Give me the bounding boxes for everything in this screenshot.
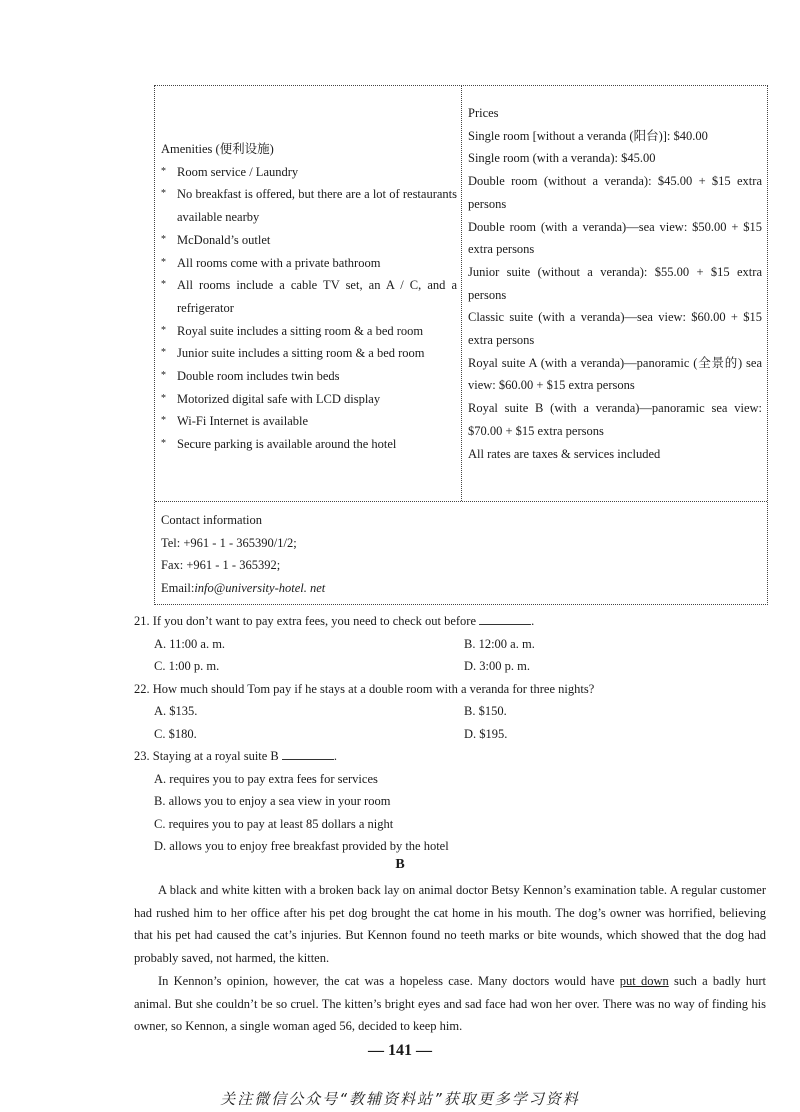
answer-blank (282, 747, 334, 760)
amenity-item: * Wi-Fi Internet is available (161, 414, 309, 429)
contact-fax: Fax: +961 - 1 - 365392; (161, 558, 281, 573)
amenity-item: * Junior suite includes a sitting room & a bed room (161, 346, 425, 361)
amenity-item: * All rooms include a cable TV set, an A / C, and a refrigerator (161, 278, 457, 315)
option-d: D. $195. (464, 726, 508, 741)
amenity-item: * All rooms come with a private bathroom (161, 255, 381, 270)
price-line: Royal suite A (with a veranda)—panoramic (全景的) sea view: $60.00 + $15 extra persons (468, 355, 762, 393)
options (134, 768, 774, 858)
contact-title: Contact information (161, 513, 263, 527)
price-line: Single room [without a veranda (阳台)]: $40.00 (468, 128, 708, 143)
question-22 (134, 678, 774, 746)
option-c: C. 1:00 p. m. (154, 659, 220, 673)
amenity-item: * Double room includes twin beds (161, 369, 340, 384)
option-c: C. requires you to pay at least 85 dollars a night (154, 816, 394, 831)
option-a: A. 11:00 a. m. (154, 636, 226, 651)
hotel-info-box (154, 85, 768, 605)
amenity-item: * Motorized digital safe with LCD display (161, 391, 381, 406)
contact-email: Email:info@university-hotel. net (161, 581, 326, 596)
contact-divider (155, 501, 767, 502)
option-b: B. allows you to enjoy a sea view in your room (154, 794, 391, 808)
paragraph-2: In Kennon’s opinion, however, the cat was a hopeless case. Many doctors would have put down such a badly hurt animal. But she couldn’t be so cruel. The kitten’s bright eyes and sad face had won her over. There was no way of finding his owner, so Kennon, a single woman aged 56, decided to keep him. (134, 973, 767, 1034)
page-number: — 141 — (368, 1042, 432, 1059)
option-d: D. allows you to enjoy free breakfast provided by the hotel (154, 839, 449, 853)
underlined-phrase: put down (619, 973, 669, 988)
amenity-item: * Royal suite includes a sitting room & a bed room (161, 323, 424, 338)
price-line: Classic suite (with a veranda)—sea view: $60.00 + $15 extra persons (468, 310, 762, 348)
questions (134, 610, 774, 858)
prices-title: Prices (468, 106, 499, 120)
footer-note: 关注微信公众号“教辅资料站”获取更多学习资料 (220, 1090, 580, 1108)
price-line: All rates are taxes & services included (468, 446, 661, 461)
answer-blank (479, 612, 531, 625)
amenity-item: * Room service / Laundry (161, 164, 299, 179)
contact-section (161, 509, 325, 600)
question-21 (134, 610, 774, 678)
option-b: B. 12:00 a. m. (464, 636, 535, 651)
price-line: Single room (with a veranda): $45.00 (468, 151, 656, 166)
option-b: B. $150. (464, 704, 507, 718)
amenity-item: * McDonald’s outlet (161, 232, 271, 247)
question-stem: 21. If you don’t want to pay extra fees, you need to check out before . (134, 614, 535, 628)
section-heading: B (395, 857, 405, 872)
options (134, 633, 774, 678)
amenities-title: Amenities (便利设施) (161, 142, 274, 156)
option-a: A. $135. (154, 704, 198, 718)
options (134, 700, 774, 745)
question-23 (134, 745, 774, 858)
amenity-item: * Secure parking is available around the hotel (161, 437, 397, 452)
amenities-section (161, 138, 457, 456)
option-a: A. requires you to pay extra fees for services (154, 771, 378, 786)
column-divider (461, 86, 462, 501)
prices-section (468, 102, 762, 465)
price-line: Royal suite B (with a veranda)—panoramic sea view: $70.00 + $15 extra persons (468, 401, 762, 438)
reading-passage (134, 879, 766, 1038)
price-line: Double room (without a veranda): $45.00 + $15 extra persons (468, 174, 762, 211)
option-c: C. $180. (154, 726, 197, 741)
contact-tel: Tel: +961 - 1 - 365390/1/2; (161, 535, 297, 550)
email-address: info@university-hotel. net (194, 581, 326, 596)
paragraph-1: A black and white kitten with a broken back lay on animal doctor Betsy Kennon’s examination table. A regular customer had rushed him to her office after his pet dog brought the cat home in his mouth. The dog’s owner was horrified, believing that his pet had caused the cat’s injuries. But Kennon found no teeth marks or bite wounds, which showed that the dog had probably saved, not harmed, the kitten. (134, 883, 766, 966)
question-stem: 23. Staying at a royal suite B . (134, 749, 338, 763)
price-line: Double room (with a veranda)—sea view: $50.00 + $15 extra persons (468, 219, 762, 257)
price-line: Junior suite (without a veranda): $55.00 + $15 extra persons (468, 264, 762, 302)
option-d: D. 3:00 p. m. (464, 659, 530, 673)
amenity-item: * No breakfast is offered, but there are a lot of restaurants available nearby (161, 187, 457, 225)
question-stem: 22. How much should Tom pay if he stays at a double room with a veranda for three nights? (134, 681, 595, 696)
